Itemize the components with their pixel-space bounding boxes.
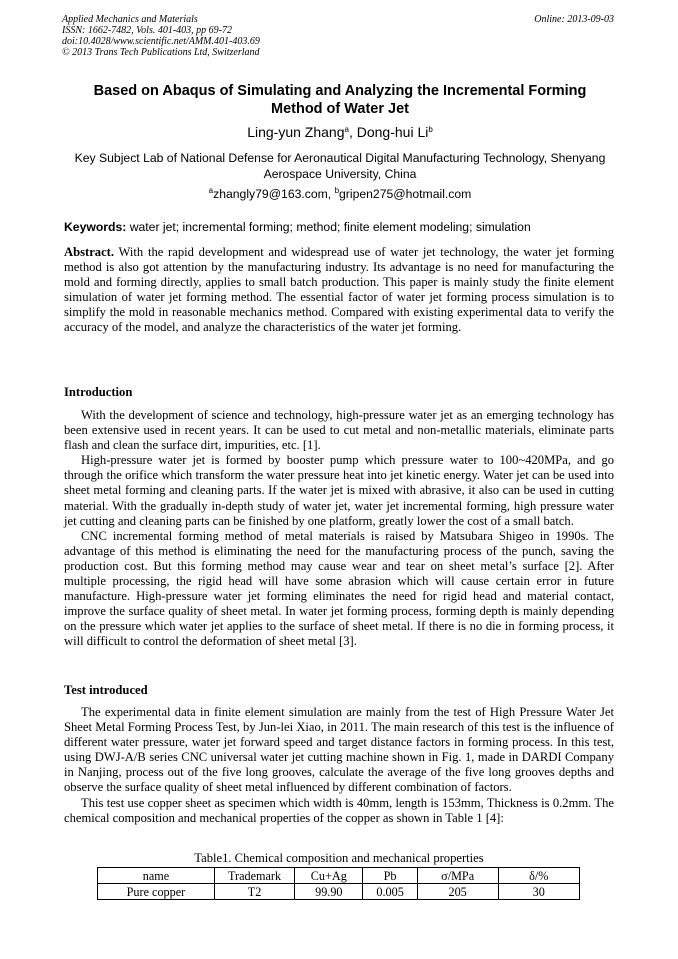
paragraph: This test use copper sheet as specimen which width is 40mm, length is 153mm, Thickness is 0.2mm. The chemical composition and mechanical properties of the copper as shown in Table 1 [4]:	[64, 795, 614, 825]
author-superscript: a	[344, 125, 349, 134]
issn-line: ISSN: 1662-7482, Vols. 401-403, pp 69-72	[62, 25, 232, 36]
online-date: Online: 2013-09-03	[534, 14, 614, 25]
copyright-line: © 2013 Trans Tech Publications Ltd, Switzerland	[62, 47, 260, 58]
author-list	[60, 124, 620, 140]
table-cell: 205	[417, 884, 498, 900]
affiliation	[60, 150, 620, 182]
author-name: Ling-yun Zhang	[247, 124, 345, 140]
abstract	[64, 245, 614, 336]
paragraph: The experimental data in finite element simulation are mainly from the test of High Pressure Water Jet Sheet Metal Forming Process Test, by Jun-lei Xiao, in 2011. The main research of this test is the influence of different water pressure, water jet forward speed and target distance factors in forming process. In this test, using DWJ-A/B series CNC universal water jet cutting machine shown in Fig. 1, made in DARDI Company in Nanjing, process out of the five long grooves, calculate the average of the five long grooves depths and observe the surface quality of sheet metal influenced by different combination of factors.	[64, 705, 614, 795]
email-superscript: a	[208, 186, 214, 195]
keywords-text: water jet; incremental forming; method; finite element modeling; simulation	[126, 220, 531, 234]
table-header-cell: δ/%	[498, 868, 579, 884]
table-cell: 30	[498, 884, 579, 900]
table-header-cell: σ/MPa	[417, 868, 498, 884]
keywords	[64, 220, 624, 234]
journal-name: Applied Mechanics and Materials	[62, 14, 198, 25]
author-superscript: b	[428, 125, 433, 134]
table-header-cell: Pb	[363, 868, 417, 884]
table-header-cell: name	[98, 868, 215, 884]
properties-table	[97, 867, 580, 900]
affiliation-line-2: Aerospace University, China	[263, 167, 417, 181]
table-header-cell: Trademark	[214, 868, 294, 884]
paper-title	[60, 82, 620, 118]
table-cell: 99.90	[295, 884, 363, 900]
abstract-text: With the rapid development and widespread use of water jet technology, the water jet forming method is also got attention by the manufacturing industry. Its advantage is no need for manufacturing the mold and forming directly, applies to small batch production. This paper is mainly study the finite element simulation of water jet forming method. The essential factor of water jet forming process simulation is to simplify the mold in reasonable mechanics method. Compared with existing experimental data to verify the accuracy of the model, and analyze the characteristics of the water jet forming.	[64, 245, 614, 335]
title-line-2: Method of Water Jet	[270, 101, 410, 117]
table-cell: T2	[214, 884, 294, 900]
doi-line: doi:10.4028/www.scientific.net/AMM.401-403.69	[62, 36, 260, 47]
author-name: Dong-hui Li	[356, 124, 429, 140]
table-caption: Table1. Chemical composition and mechanical properties	[194, 851, 484, 865]
paragraph: With the development of science and technology, high-pressure water jet as an emerging technology has been extensive used in recent years. It can be used to cut metal and non-metallic materials, eliminate parts flash and clean the surface dirt, impurities, etc. [1].	[64, 408, 614, 453]
email-link[interactable]: gripen275@hotmail.com	[339, 187, 472, 201]
table-header-cell: Cu+Ag	[295, 868, 363, 884]
affiliation-line-1: Key Subject Lab of National Defense for Aeronautical Digital Manufacturing Technology, Shenyang	[74, 151, 606, 165]
table-cell: 0.005	[363, 884, 417, 900]
paragraph: High-pressure water jet is formed by booster pump which pressure water to 100~420MPa, and go through the orifice which transform the water pressure heat into jet kinetic energy. Water jet can be used into sheet metal forming and cleaning parts. If the water jet is mixed with abrasive, it also can be used in cutting material. With the gradually in-depth study of water jet, water jet incremental forming, high pressure water jet cutting and cleaning parts can be finished by one platform, greatly lower the cost of a small batch.	[64, 453, 614, 528]
section-heading: Introduction	[64, 385, 133, 399]
author-emails	[60, 187, 620, 201]
table-header-row	[98, 868, 580, 884]
keywords-label: Keywords:	[64, 220, 127, 234]
table-cell: Pure copper	[98, 884, 215, 900]
author-separator: ,	[348, 124, 357, 140]
section-heading: Test introduced	[64, 683, 148, 697]
test-body	[64, 705, 614, 826]
table-row	[98, 884, 580, 900]
abstract-label: Abstract.	[64, 245, 115, 259]
email-superscript: b	[334, 186, 340, 195]
journal-header	[62, 14, 260, 58]
introduction-body	[64, 408, 614, 650]
paragraph: CNC incremental forming method of metal materials is raised by Matsubara Shigeo in 1990s. The advantage of this method is eliminating the need for the manufacturing process of the punch, saving the production cost. But this forming method may cause wear and tear on sheet metal’s surface [2]. After multiple processing, the rigid head will have some abrasion which will cause certain error in future manufacture. High-pressure water jet forming eliminates the need for rigid head and material contact, improve the surface quality of sheet metal. In water jet forming process, forming depth is mainly depending on the pressure which water jet applies to the surface of sheet metal. If there is no die in forming process, it will difficult to control the deformation of sheet metal [3].	[64, 528, 614, 649]
title-line-1: Based on Abaqus of Simulating and Analyzing the Incremental Forming	[93, 83, 587, 99]
email-link[interactable]: zhangly79@163.com,	[213, 187, 335, 201]
